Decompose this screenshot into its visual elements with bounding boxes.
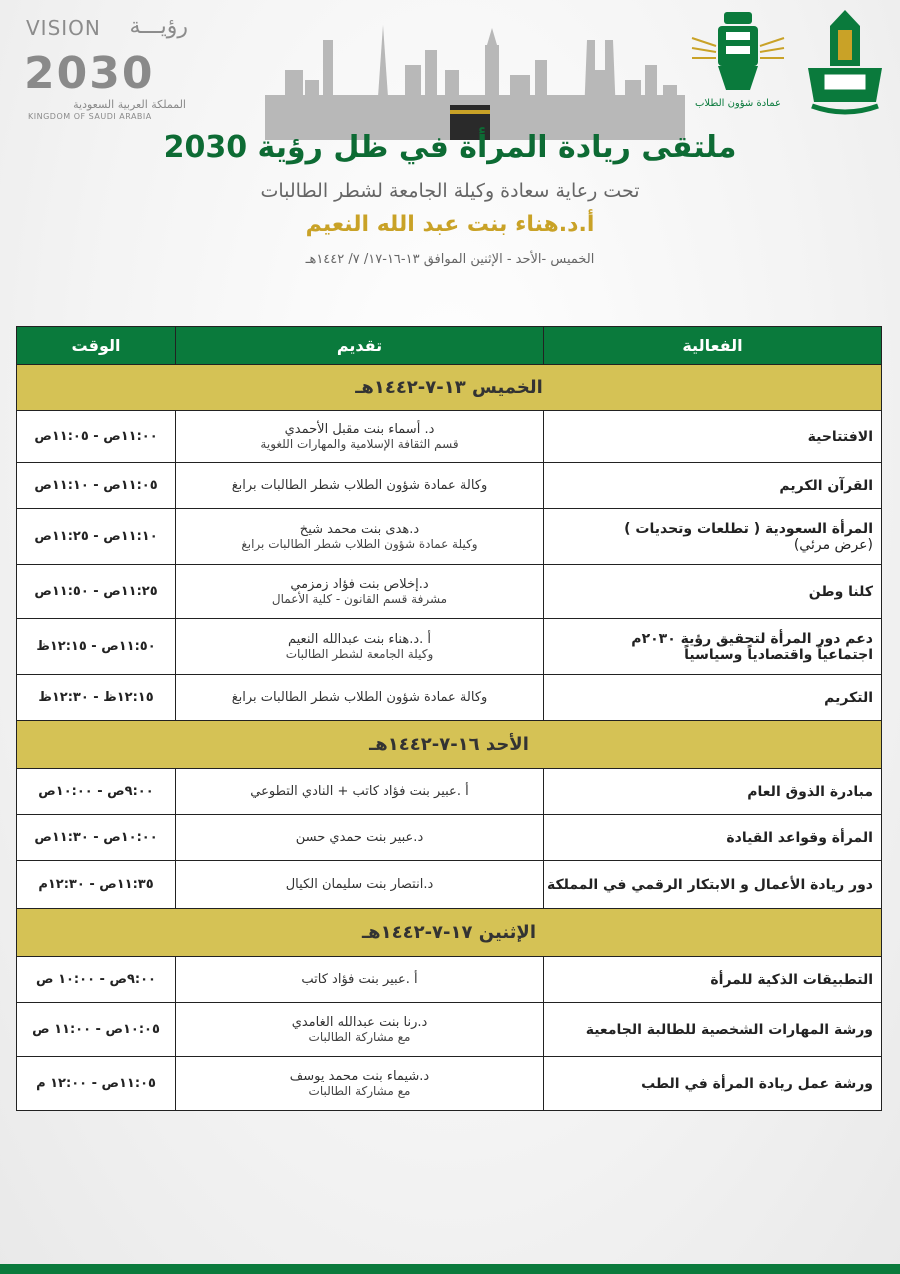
- activity-text: دور ريادة الأعمال و الابتكار الرقمي في المملكة: [546, 876, 873, 893]
- presenter-subtext: قسم الثقافة الإسلامية والمهارات اللغوية: [260, 437, 459, 451]
- activity-subtext: (عرض مرئي): [793, 536, 873, 553]
- activity-text: كلنا وطن: [808, 583, 873, 600]
- presenter-subtext: وكيلة الجامعة لشطر الطالبات: [285, 647, 434, 661]
- day-label: الأحد ١٦-٧-١٤٤٢هـ: [17, 721, 882, 769]
- patron-name: أ.د.هناء بنت عبد الله النعيم: [305, 212, 595, 237]
- activity-cell: [544, 463, 882, 509]
- activity-text: الافتتاحية: [807, 428, 873, 445]
- presenter-text: أ .عبير بنت فؤاد كاتب + النادي التطوعي: [250, 784, 469, 799]
- table-row: [17, 861, 882, 909]
- table-row: [17, 1003, 882, 1057]
- activity-text: ورشة المهارات الشخصية للطالبة الجامعية: [585, 1021, 873, 1038]
- presenter-cell: [176, 619, 544, 675]
- table-row: [17, 769, 882, 815]
- activity-text: التكريم: [824, 689, 873, 706]
- schedule-table: [16, 326, 882, 1111]
- time-cell: ١١:٠٥ص - ١٢:٠٠ م: [17, 1057, 176, 1111]
- university-logo: [800, 6, 890, 121]
- vision-en: VISION: [26, 16, 101, 40]
- time-cell: ٩:٠٠ص - ١٠:٠٠ ص: [17, 957, 176, 1003]
- presenter-text: د.رنا بنت عبدالله الغامدي: [291, 1015, 428, 1030]
- presenter-text: أ .عبير بنت فؤاد كاتب: [301, 972, 418, 987]
- presenter-cell: [176, 1003, 544, 1057]
- presenter-text: وكالة عمادة شؤون الطلاب شطر الطالبات برابغ: [231, 478, 488, 493]
- kingdom-ar: المملكة العربية السعودية: [73, 98, 186, 111]
- day-label: الإثنين ١٧-٧-١٤٤٢هـ: [17, 909, 882, 957]
- activity-cell: [544, 815, 882, 861]
- header-presenter: تقديم: [176, 327, 544, 365]
- activity-cell: [544, 411, 882, 463]
- activity-text: القرآن الكريم: [779, 477, 873, 494]
- city-skyline-image: [265, 10, 685, 140]
- activity-cell: [544, 675, 882, 721]
- activity-subtext: اجتماعياً واقتصادياً وسياسياً: [684, 646, 873, 663]
- presenter-cell: [176, 1057, 544, 1111]
- activity-cell: [544, 1003, 882, 1057]
- presenter-subtext: مع مشاركة الطالبات: [308, 1030, 411, 1044]
- table-row: [17, 411, 882, 463]
- time-cell: ١١:٢٥ص - ١١:٥٠ص: [17, 565, 176, 619]
- presenter-text: وكالة عمادة شؤون الطلاب شطر الطالبات برابغ: [231, 690, 488, 705]
- presenter-cell: [176, 565, 544, 619]
- presenter-cell: [176, 675, 544, 721]
- table-row: [17, 619, 882, 675]
- table-header-row: [17, 327, 882, 365]
- presenter-text: د. أسماء بنت مقبل الأحمدي: [284, 422, 435, 437]
- activity-text: التطبيقات الذكية للمرأة: [710, 971, 873, 988]
- time-cell: ١١:١٠ص - ١١:٢٥ص: [17, 509, 176, 565]
- day-row: [17, 365, 882, 411]
- activity-cell: [544, 619, 882, 675]
- table-row: [17, 957, 882, 1003]
- activity-text: المرأة السعودية ( تطلعات وتحديات ): [624, 520, 873, 537]
- event-title: ملتقى ريادة المرأة في ظل رؤية 2030: [163, 130, 737, 165]
- presenter-cell: [176, 463, 544, 509]
- table-row: [17, 509, 882, 565]
- activity-text: المرأة وقواعد القيادة: [726, 829, 873, 846]
- time-cell: ١٢:١٥ظ - ١٢:٣٠ظ: [17, 675, 176, 721]
- event-subtitle: تحت رعاية سعادة وكيلة الجامعة لشطر الطالبات: [260, 180, 640, 202]
- time-cell: ١١:٥٠ص - ١٢:١٥ظ: [17, 619, 176, 675]
- presenter-text: د.شيماء بنت محمد يوسف: [289, 1069, 430, 1084]
- presenter-text: د.عبير بنت حمدي حسن: [295, 830, 424, 845]
- activity-text: دعم دور المرأة لتحقيق رؤية ٢٠٣٠م: [631, 630, 873, 647]
- bottom-bar: [0, 1264, 900, 1274]
- presenter-text: د.إخلاص بنت فؤاد زمزمي: [290, 577, 429, 592]
- activity-cell: [544, 509, 882, 565]
- presenter-cell: [176, 411, 544, 463]
- student-affairs-text: عمادة شؤون الطلاب: [695, 98, 781, 109]
- table-row: [17, 565, 882, 619]
- day-label: الخميس ١٣-٧-١٤٤٢هـ: [17, 365, 882, 411]
- vision-ar: رؤيـــة: [129, 14, 188, 39]
- presenter-text: د.هدى بنت محمد شيخ: [299, 522, 420, 537]
- vision-2030-logo: [22, 14, 192, 124]
- presenter-cell: [176, 815, 544, 861]
- event-dates: الخميس -الأحد - الإثنين الموافق ١٣-١٦-١٧/ ٧/ ١٤٤٢هـ: [305, 252, 595, 267]
- vision-year: 2030: [24, 48, 155, 99]
- activity-cell: [544, 1057, 882, 1111]
- activity-text: ورشة عمل ريادة المرأة في الطب: [641, 1075, 873, 1092]
- presenter-text: د.انتصار بنت سليمان الكيال: [285, 877, 434, 892]
- time-cell: ٩:٠٠ص - ١٠:٠٠ص: [17, 769, 176, 815]
- table-row: [17, 1057, 882, 1111]
- table-row: [17, 675, 882, 721]
- presenter-cell: [176, 769, 544, 815]
- presenter-subtext: مع مشاركة الطالبات: [308, 1084, 411, 1098]
- time-cell: ١١:٣٥ص - ١٢:٣٠م: [17, 861, 176, 909]
- header-activity: الفعالية: [544, 327, 882, 365]
- presenter-cell: [176, 861, 544, 909]
- activity-cell: [544, 861, 882, 909]
- time-cell: ١١:٠٥ص - ١١:١٠ص: [17, 463, 176, 509]
- table-row: [17, 463, 882, 509]
- activity-cell: [544, 957, 882, 1003]
- header-time: الوقت: [17, 327, 176, 365]
- presenter-cell: [176, 957, 544, 1003]
- time-cell: ١٠:٠٠ص - ١١:٣٠ص: [17, 815, 176, 861]
- presenter-subtext: وكيلة عمادة شؤون الطلاب شطر الطالبات برابغ: [241, 537, 478, 551]
- student-affairs-logo: [688, 8, 788, 113]
- presenter-cell: [176, 509, 544, 565]
- time-cell: ١٠:٠٥ص - ١١:٠٠ ص: [17, 1003, 176, 1057]
- activity-cell: [544, 565, 882, 619]
- day-row: [17, 909, 882, 957]
- table-row: [17, 815, 882, 861]
- time-cell: ١١:٠٠ص - ١١:٠٥ص: [17, 411, 176, 463]
- activity-text: مبادرة الذوق العام: [747, 783, 873, 800]
- presenter-text: أ .د.هناء بنت عبدالله النعيم: [287, 632, 432, 647]
- activity-cell: [544, 769, 882, 815]
- kingdom-en: KINGDOM OF SAUDI ARABIA: [28, 112, 152, 121]
- presenter-subtext: مشرفة قسم القانون - كلية الأعمال: [271, 592, 448, 606]
- day-row: [17, 721, 882, 769]
